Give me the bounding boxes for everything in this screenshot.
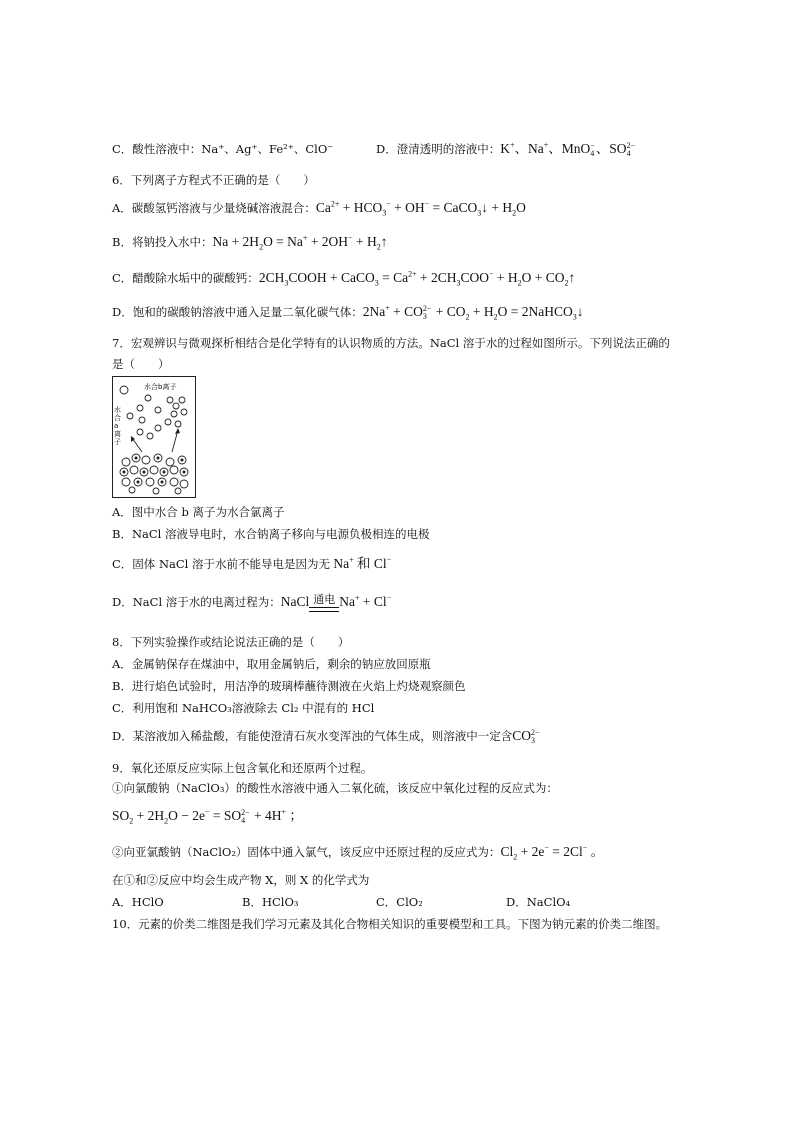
nacl-dissolution-figure: [112, 376, 196, 498]
q6-stem: 6．下列离子方程式不正确的是（ ）: [112, 173, 315, 187]
q6-option-c: C．醋酸除水垢中的碳酸钙：$2CH_3COOH$ + CaCO$_3$ = $Ca^{2+} + 2CH_3COO^- + H_2O$ + $CO_2↑$: [112, 269, 576, 288]
q7-option-b: B．NaCl 溶液导电时，水合钠离子移向与电源负极相连的电极: [112, 527, 430, 541]
q9-oxidation-equation: $SO_2 + 2H_2O - 2e^-$ = SO 2− 4 + 4H+ ；: [112, 807, 303, 826]
q6-option-a: A．碳酸氢钙溶液与少量烧碱溶液混合：$Ca^{2+} + HCO_3^- + OH^-$ = CaCO$_3$↓ + $H_2O$: [112, 199, 526, 218]
q8-option-a: A．金属钠保存在煤油中，取用金属钠后，剩余的钠应放回原瓶: [112, 657, 431, 671]
q9-tail: 在①和②反应中均会生成产物 X，则 X 的化学式为: [112, 873, 370, 887]
q9-item1: ①向氯酸钠（NaClO₃）的酸性水溶液中通入二氧化硫，该反应中氧化过程的反应式为：: [112, 781, 558, 795]
q5-option-d-label: D．澄清透明的溶液中：: [376, 142, 501, 156]
figure-label-top: 水合b离子: [144, 383, 177, 391]
q6-option-d: D．饱和的碳酸钠溶液中通入足量二氧化碳气体：2Na+ + CO 2− 3 + $CO_2 + H_2O$ = 2NaHCO$_3$↓: [112, 303, 584, 322]
q5-option-c: C．酸性溶液中：Na⁺、Ag⁺、Fe²⁺、ClO⁻: [112, 142, 334, 156]
q6-option-b: B．将钠投入水中：$Na + 2H_2O = Na^+ + 2OH^-$ + $H_2↑$: [112, 233, 388, 252]
q9-stem: 9．氧化还原反应实际上包含氧化和还原两个过程。: [112, 761, 373, 775]
q5-option-d: D．澄清透明的溶液中：K+、Na+、MnO − 4 、SO 2− 4: [376, 140, 636, 158]
q7-option-a: A．图中水合 b 离子为水合氯离子: [112, 505, 285, 519]
q9-option-c: C．ClO₂: [376, 895, 423, 909]
figure-label-side: 水合a离子: [114, 406, 121, 446]
electrolysis-arrow: 通电: [309, 594, 339, 612]
q7-stem-line1: 7．宏观辨识与微观探析相结合是化学特有的认识物质的方法。NaCl 溶于水的过程如图所示。下列说法正确的: [112, 336, 670, 350]
q8-option-c: C．利用饱和 NaHCO₃溶液除去 Cl₂ 中混有的 HCl: [112, 701, 375, 715]
q8-option-b: B．进行焰色试验时，用洁净的玻璃棒蘸待测液在火焰上灼烧观察颜色: [112, 679, 466, 693]
q9-option-b: B．HClO₃: [242, 895, 299, 909]
q10-stem: 10．元素的价类二维图是我们学习元素及其化合物相关知识的重要模型和工具。下图为钠元素的价类二维图。: [112, 917, 668, 931]
nacl-dissolution-diagram: [112, 376, 196, 498]
q8-stem: 8．下列实验操作或结论说法正确的是（ ）: [112, 635, 350, 649]
q7-option-d: D．NaCl 溶于水的电离过程为：NaCl 通电 Na+ + Cl−: [112, 594, 391, 612]
q8-option-d: D．某溶液加入稀盐酸，有能使澄清石灰水变浑浊的气体生成，则溶液中一定含CO 2− 3: [112, 727, 540, 745]
q9-option-d: D．NaClO₄: [506, 895, 571, 909]
q7-option-c: C．固体 NaCl 溶于水前不能导电是因为无 Na+ 和 Cl−: [112, 555, 392, 571]
q9-item2: ②向亚氯酸钠（NaClO₂）固体中通入氯气，该反应中还原过程的反应式为：$Cl_2 + 2e^- = 2Cl^-$ 。: [112, 843, 605, 862]
q7-stem-line2: 是（ ）: [112, 357, 170, 371]
q9-option-a: A．HClO: [112, 895, 164, 909]
